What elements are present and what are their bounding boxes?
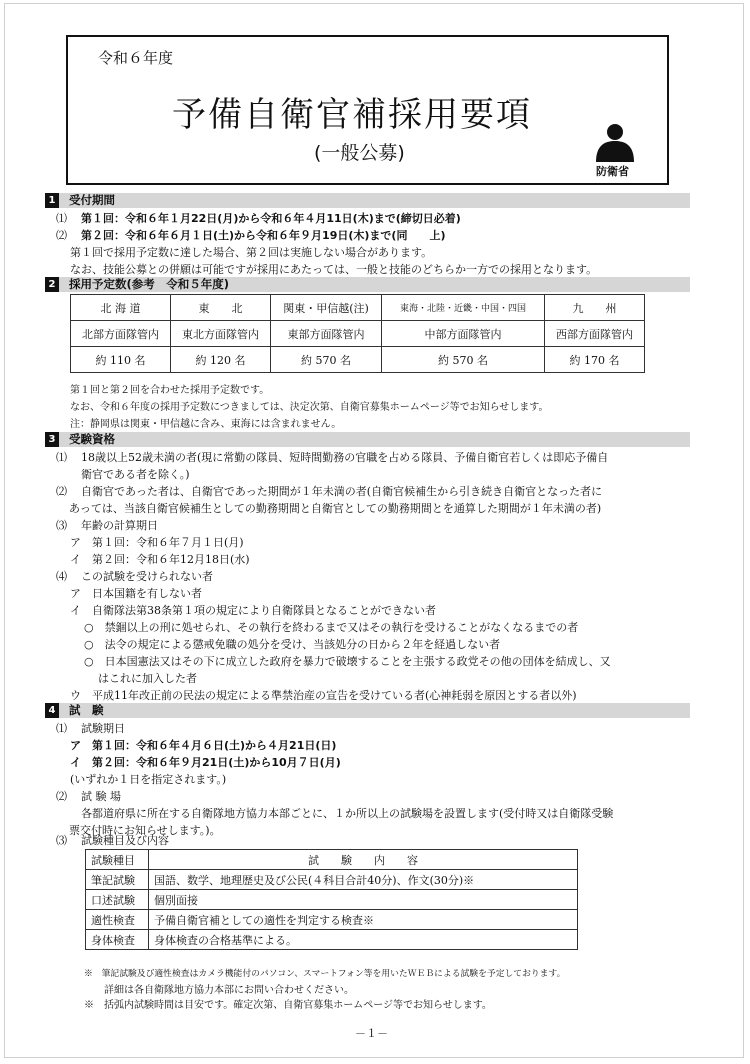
item-mark: ⑴	[56, 212, 67, 225]
note: 第１回で採用予定数に達した場合、第２回は実施しない場合があります。	[70, 246, 433, 259]
qualification-text: ウ 平成11年改正前の民法の規定による準禁治産の宣告を受けている者(心神耗弱を原因とする者以外)	[70, 689, 577, 702]
section-title: 採用予定数(参考 令和５年度)	[69, 277, 230, 291]
table-row	[86, 890, 578, 910]
table-cell: 東海・北陸・近畿・中国・四国	[382, 295, 545, 321]
table-cell: 北部方面隊管内	[71, 321, 171, 347]
fiscal-year: 令和６年度	[98, 49, 174, 67]
item-mark: ⑴	[56, 722, 67, 735]
qualification-text: ア 日本国籍を有しない者	[70, 587, 202, 600]
qualification-text: イ 第２回：令和６年12月18日(水)	[70, 553, 250, 566]
note: ※ 括弧内試験時間は目安です。確定次第、自衛官募集ホームページ等でお知らせします。	[84, 1000, 492, 1011]
item-mark: ⑵	[56, 790, 67, 803]
table-row	[71, 321, 645, 347]
item-mark: ⑶	[56, 519, 67, 532]
exam-table	[85, 849, 578, 950]
table-cell: 予備自衛官補としての適性を判定する検査※	[149, 910, 578, 930]
section-title: 受付期間	[69, 193, 115, 207]
table-header-cell: 試 験 内 容	[149, 850, 578, 870]
quota-table	[70, 294, 645, 373]
table-cell: 約 570 名	[382, 347, 545, 373]
qualification-text: ○ 禁錮以上の刑に処せられ、その執行を終わるまで又はその執行を受けることがなくなるまでの者	[84, 621, 579, 634]
table-cell: 個別面接	[149, 890, 578, 910]
table-cell: 身体検査の合格基準による。	[149, 930, 578, 950]
qualification-text: 衛官である者を除く。)	[81, 468, 190, 481]
table-row	[86, 910, 578, 930]
qualification-text: ア 第１回：令和６年７月１日(月)	[70, 536, 244, 549]
table-cell: 東 北	[171, 295, 271, 321]
qualification-text: イ 自衛隊法第38条第１項の規定により自衛隊員となることができない者	[70, 604, 436, 617]
table-cell: 約 170 名	[544, 347, 644, 373]
exam-text: 試験期日	[81, 722, 125, 735]
section-1-header	[45, 193, 690, 208]
table-cell: 国語、数学、地理歴史及び公民(４科目合計40分)、作文(30分)※	[149, 870, 578, 890]
qualification-text: あっては、当該自衛官候補生としての勤務期間と自衛官としての勤務期間とを通算した期間が１年未満の者)	[69, 502, 602, 515]
qualification-text: 年齢の計算期日	[81, 519, 158, 532]
table-cell: 九 州	[544, 295, 644, 321]
section-number: 3	[45, 432, 59, 447]
section-title: 試 験	[69, 703, 104, 717]
section-3-header	[45, 432, 690, 447]
table-row	[71, 347, 645, 373]
qualification-text: ○ 法令の規定による懲戒免職の処分を受け、当該処分の日から２年を経過しない者	[84, 638, 501, 651]
table-cell: 中部方面隊管内	[382, 321, 545, 347]
exam-date-round-2: イ 第２回：令和６年９月21日(土)から10月７日(月)	[70, 756, 341, 769]
table-row	[71, 295, 645, 321]
table-row	[86, 930, 578, 950]
period-round-1: 第１回：令和６年１月22日(月)から令和６年４月11日(木)まで(締切日必着)	[81, 212, 461, 225]
qualification-text: はこれに加入した者	[98, 672, 197, 685]
section-number: 4	[45, 703, 59, 718]
table-cell: 適性検査	[86, 910, 149, 930]
table-cell: 約 570 名	[271, 347, 382, 373]
section-4-header	[45, 703, 690, 718]
section-2-header	[45, 277, 690, 292]
item-mark: ⑷	[56, 570, 67, 583]
note: なお、技能公募との併願は可能ですが採用にあたっては、一般と技能のどちらか一方での採用となります。	[70, 263, 598, 276]
note: 注：静岡県は関東・甲信越に含み、東海には含まれません。	[70, 419, 342, 430]
exam-text: 各都道府県に所在する自衛隊地方協力本部ごとに、１か所以上の試験場を設置します(受付時又は自衛隊受験	[81, 807, 614, 820]
exam-text: 試験種目及び内容	[81, 834, 169, 847]
qualification-text: ○ 日本国憲法又はその下に成立した政府を暴力で破壊することを主張する政党その他の団体を結成し、又	[84, 655, 611, 668]
qualification-text: 自衛官であった者は、自衛官であった期間が１年未満の者(自衛官候補生から引き続き自衛官となった者に	[81, 485, 603, 498]
table-cell: 約 120 名	[171, 347, 271, 373]
table-cell: 北 海 道	[71, 295, 171, 321]
section-title: 受験資格	[69, 432, 115, 446]
note: ※ 筆記試験及び適性検査はカメラ機能付のパソコン、スマートフォン等を用いたＷＥＢによる試験を予定しております。	[84, 969, 566, 979]
item-mark: ⑴	[56, 451, 67, 464]
page-number: －１－	[355, 1027, 388, 1040]
table-cell: 身体検査	[86, 930, 149, 950]
page-title: 予備自衛官補採用要項	[172, 95, 532, 135]
note: なお、令和６年度の採用予定数につきましては、決定次第、自衛官募集ホームページ等でお知らせします。	[70, 402, 549, 413]
exam-text: 票交付時にお知らせします。)。	[69, 824, 221, 837]
item-mark: ⑶	[56, 834, 67, 847]
section-number: 1	[45, 193, 59, 208]
table-cell: 東部方面隊管内	[271, 321, 382, 347]
table-cell: 約 110 名	[71, 347, 171, 373]
exam-text: (いずれか１日を指定されます。)	[70, 773, 227, 786]
section-number: 2	[45, 277, 59, 292]
table-cell: 東北方面隊管内	[171, 321, 271, 347]
table-cell: 関東・甲信越(注)	[271, 295, 382, 321]
exam-text: 試 験 場	[81, 790, 121, 803]
item-mark: ⑵	[56, 229, 67, 242]
qualification-text: 18歳以上52歳未満の者(現に常勤の隊員、短時間勤務の官職を占める隊員、予備自衛官若しくは即応予備自	[81, 451, 609, 464]
mod-logo-text: 防衛省	[596, 165, 629, 178]
table-cell: 筆記試験	[86, 870, 149, 890]
period-round-2: 第２回：令和６年６月１日(土)から令和６年９月19日(木)まで(同 上)	[81, 229, 446, 242]
exam-date-round-1: ア 第１回：令和６年４月６日(土)から４月21日(日)	[70, 739, 337, 752]
note: 詳細は各自衛隊地方協力本部にお問い合わせください。	[104, 985, 354, 996]
item-mark: ⑵	[56, 485, 67, 498]
table-header-cell: 試験種目	[86, 850, 149, 870]
note: 第１回と第２回を合わせた採用予定数です。	[70, 385, 270, 396]
table-cell: 口述試験	[86, 890, 149, 910]
table-cell: 西部方面隊管内	[544, 321, 644, 347]
qualification-text: この試験を受けられない者	[81, 570, 213, 583]
page-subtitle: (一般公募)	[314, 142, 405, 164]
table-row	[86, 850, 578, 870]
table-row	[86, 870, 578, 890]
